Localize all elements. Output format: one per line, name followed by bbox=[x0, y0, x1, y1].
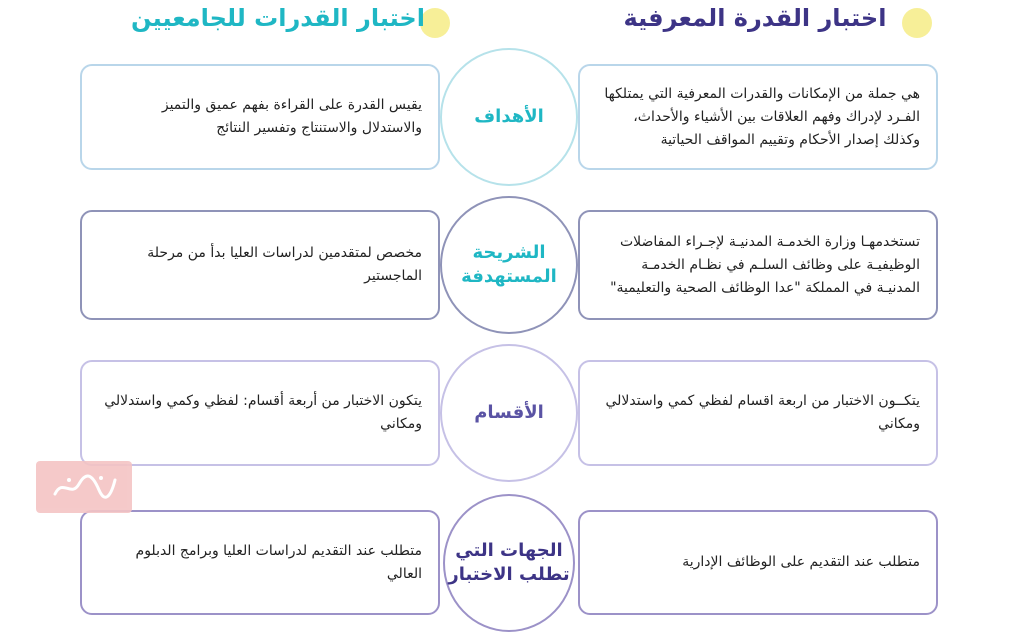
row-requiring-parties-left-box bbox=[80, 510, 440, 615]
row-goals-left-text: يقيس القدرة على القراءة بفهم عميق والتميز والاستدلال والاستنتاج وتفسير النتائج bbox=[161, 97, 422, 136]
row-goals-right-text: هي جملة من الإمكانات والقدرات المعرفية التي يمتلكها الفـرد لإدراك وفهم العلاقات بين الأشياء والأحداث، وكذلك إصدار الأحكام وتقييم المواقف الحياتية bbox=[604, 85, 920, 148]
row-target-label-text: الشريحة المستهدفة bbox=[461, 242, 557, 287]
row-target-left-text: مخصص لمتقدمين لدراسات العليا بدأ من مرحلة الماجستير bbox=[147, 245, 422, 284]
row-target-label bbox=[440, 196, 578, 334]
row-goals-left-box bbox=[80, 64, 440, 170]
row-requiring-parties-label-text: الجهات التي تطلب الاختبار bbox=[448, 540, 570, 585]
row-requiring-parties-right-box bbox=[578, 510, 938, 615]
site-logo-stamp-icon bbox=[36, 461, 132, 513]
header-right-title: اختبار القدرة المعرفية bbox=[623, 4, 887, 32]
row-goals-right-box bbox=[578, 64, 938, 170]
row-sections-right-text: يتكــون الاختبار من اربعة اقسام لفظي كمي واستدلالي ومكاني bbox=[605, 393, 920, 432]
header-university-abilities-test bbox=[118, 4, 438, 32]
row-target-left-box bbox=[80, 210, 440, 320]
highlight-dot-icon bbox=[902, 8, 932, 38]
row-target-right-box bbox=[578, 210, 938, 320]
row-sections-label-text: الأقسام bbox=[474, 402, 544, 423]
logo-scribble-icon bbox=[49, 470, 119, 504]
row-requiring-parties-left-text: متطلب عند التقديم لدراسات العليا وبرامج الدبلوم العالي bbox=[135, 542, 422, 582]
row-sections-left-box bbox=[80, 360, 440, 466]
header-left-title: اختبار القدرات للجامعيين bbox=[131, 4, 425, 32]
row-sections-right-box bbox=[578, 360, 938, 466]
row-requiring-parties-right-text: متطلب عند التقديم على الوظائف الإدارية bbox=[682, 554, 920, 570]
row-sections-label bbox=[440, 344, 578, 482]
row-goals-label bbox=[440, 48, 578, 186]
header-cognitive-ability-test bbox=[590, 4, 920, 32]
row-goals-label-text: الأهداف bbox=[474, 106, 544, 127]
row-requiring-parties-label bbox=[443, 494, 575, 632]
row-sections-left-text: يتكون الاختبار من أربعة أقسام: لفظي وكمي واستدلالي ومكاني bbox=[104, 393, 422, 432]
row-target-right-text: تستخدمهـا وزارة الخدمـة المدنيـة لإجـراء المفاضلات الوظيفيـة على وظائف السلـم في نظـام الخدمـة المدنيـة في المملكة "عدا الوظائف الصحية والتعليمية" bbox=[610, 233, 920, 296]
